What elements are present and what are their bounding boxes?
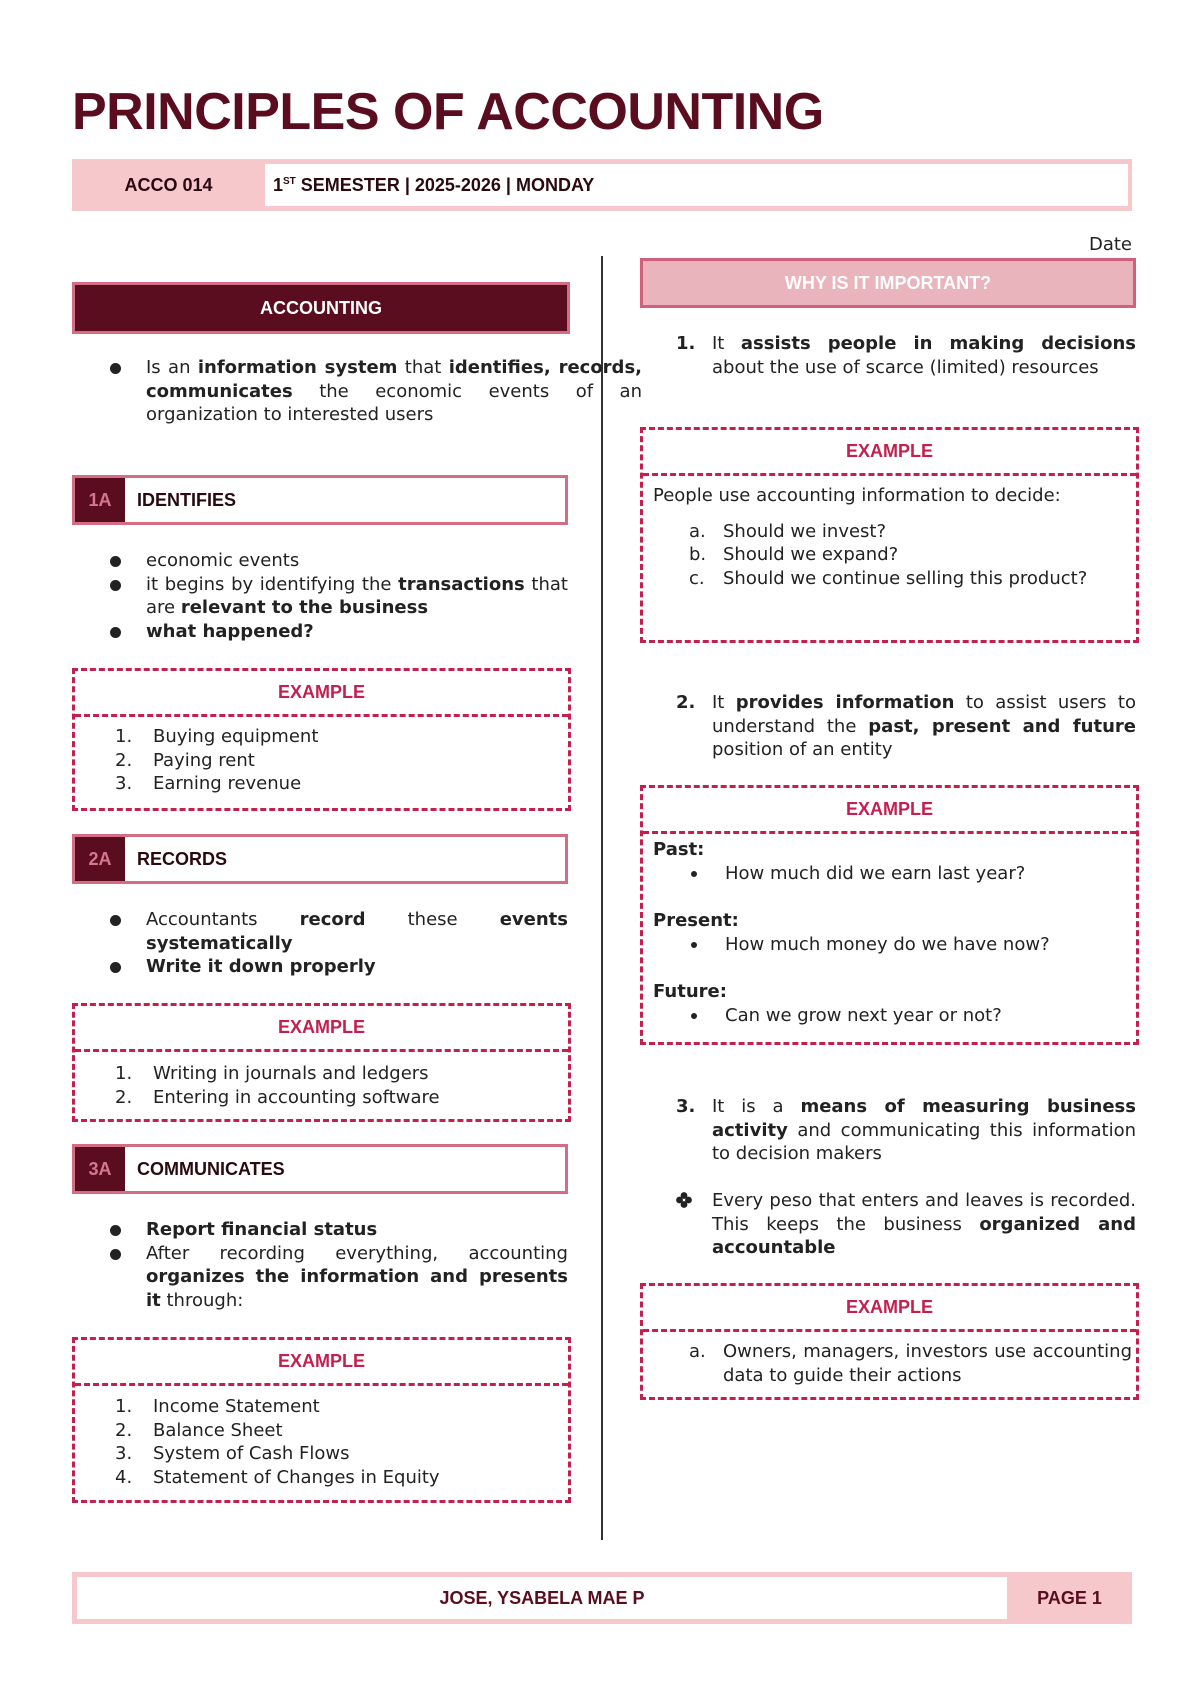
list-item: economic events (72, 549, 568, 573)
point-2 (640, 691, 1136, 762)
section-label: RECORDS (137, 848, 228, 869)
identifies-bullets (72, 549, 568, 643)
example-title: EXAMPLE (75, 1340, 568, 1386)
course-info (265, 164, 1128, 206)
list-item: c. Should we continue selling this product? (689, 567, 1088, 589)
example-box-timeline (640, 785, 1139, 1045)
list-item: Accountants record these events systematically (72, 908, 568, 955)
future-label: Future: (653, 981, 727, 1002)
list-item: a. Owners, managers, investors use accounting data to guide their actions (689, 1341, 1132, 1386)
point-3 (640, 1095, 1136, 1166)
list-item: 2. Paying rent (115, 749, 255, 771)
list-item: 4. Statement of Changes in Equity (115, 1466, 440, 1488)
example-list (75, 717, 568, 796)
example-box-users (640, 1283, 1139, 1400)
accounting-definition: Is an information system that identifies, records, communicates the economic events of an organization to interested users (72, 356, 642, 427)
list-item: Write it down properly (72, 955, 568, 979)
list-item: a. Should we invest? (689, 520, 887, 542)
section-identifies (72, 475, 568, 525)
list-item: what happened? (72, 620, 568, 644)
list-item: 1. It assists people in making decisions about the use of scarce (limited) resources (676, 333, 1136, 378)
section-label: IDENTIFIES (137, 489, 237, 510)
semester-suffix: ST (283, 176, 296, 187)
list-item: After recording everything, accounting organizes the information and presents it through: (72, 1242, 568, 1313)
example-intro: People use accounting information to decide: (653, 485, 1061, 506)
section-number: 1A (75, 478, 125, 522)
example-box-communicates (72, 1337, 571, 1503)
list-item: 3. System of Cash Flows (115, 1443, 350, 1464)
list-item: 2. It provides information to assist users to understand the past, present and future position of an entity (676, 692, 1136, 760)
section-label: COMMUNICATES (137, 1158, 285, 1179)
footer (72, 1572, 1132, 1624)
example-title: EXAMPLE (75, 1006, 568, 1052)
example-list (643, 508, 1136, 591)
date-label: Date (1088, 234, 1132, 255)
example-title: EXAMPLE (75, 671, 568, 717)
note-paragraph: Every peso that enters and leaves is recorded. This keeps the business organized and accountable (640, 1189, 1136, 1260)
column-divider (601, 256, 603, 1540)
example-title: EXAMPLE (643, 788, 1136, 834)
semester-details: SEMESTER | 2025-2026 | MONDAY (295, 175, 595, 195)
example-list (75, 1386, 568, 1489)
list-item: How much money do we have now? (643, 933, 1136, 957)
list-item: 3. It is a means of measuring business activity and communicating this information to decision makers (676, 1096, 1136, 1164)
page-number: PAGE 1 (1037, 1588, 1102, 1608)
past-label: Past: (653, 839, 705, 860)
example-list (75, 1052, 568, 1109)
semester-number: 1 (273, 175, 284, 195)
example-box-records (72, 1003, 571, 1122)
diamond-bullet-icon (676, 1192, 692, 1208)
section-records (72, 834, 568, 884)
section-number: 3A (75, 1147, 125, 1191)
example-title: EXAMPLE (643, 430, 1136, 476)
list-item: 2. Entering in accounting software (115, 1086, 440, 1108)
point-1 (640, 332, 1136, 379)
records-bullets (72, 908, 568, 979)
list-item: 2. Balance Sheet (115, 1419, 283, 1441)
present-label: Present: (653, 910, 739, 931)
list-item: it begins by identifying the transactions that are relevant to the business (72, 573, 568, 620)
list-item: 3. Earning revenue (115, 773, 302, 794)
author-name: JOSE, YSABELA MAE P (77, 1577, 1007, 1619)
list-item: 1. Income Statement (115, 1396, 320, 1417)
example-title: EXAMPLE (643, 1286, 1136, 1332)
accounting-header: ACCOUNTING (72, 282, 570, 334)
example-list (643, 1332, 1136, 1387)
course-bar (72, 159, 1132, 211)
list-item: Can we grow next year or not? (643, 1004, 1136, 1028)
course-code: ACCO 014 (124, 175, 213, 195)
page-title: PRINCIPLES OF ACCOUNTING (72, 83, 824, 141)
section-communicates (72, 1144, 568, 1194)
list-item: Report financial status (72, 1218, 568, 1242)
example-box-decisions (640, 427, 1139, 643)
example-body (643, 834, 1136, 1027)
list-item: 1. Buying equipment (115, 726, 319, 747)
list-item: How much did we earn last year? (643, 862, 1136, 886)
example-box-identifies (72, 668, 571, 811)
list-item: 1. Writing in journals and ledgers (115, 1063, 429, 1084)
list-item: b. Should we expand? (689, 544, 899, 565)
why-important-header: WHY IS IT IMPORTANT? (640, 258, 1136, 308)
communicates-bullets (72, 1218, 568, 1312)
section-number: 2A (75, 837, 125, 881)
